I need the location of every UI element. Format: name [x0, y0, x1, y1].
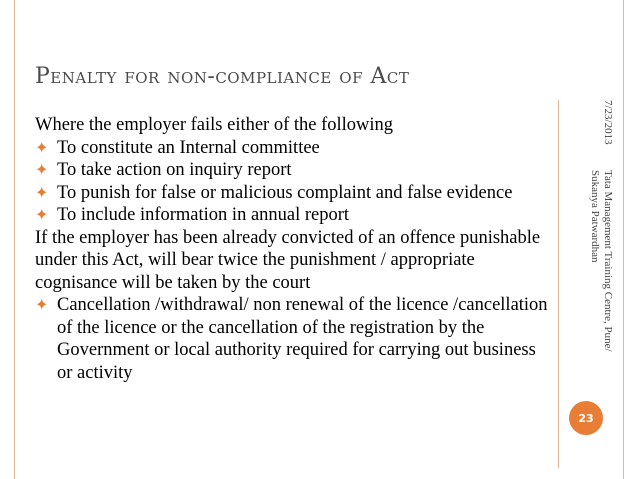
- sidebar-divider: [558, 100, 559, 468]
- left-border-rule: [14, 0, 15, 479]
- failure-item-text: To take action on inquiry report: [57, 160, 292, 180]
- failure-item-text: To constitute an Internal committee: [57, 137, 320, 158]
- bullet-icon: ✦: [35, 137, 49, 157]
- intro-text: Where the employer fails either of the following: [35, 115, 394, 135]
- bullet-icon: ✦: [35, 182, 49, 202]
- slide-title: Penalty for non-compliance of Act: [35, 64, 410, 89]
- bullet-icon: ✦: [35, 160, 49, 179]
- failure-item-text: To punish for false or malicious complaint and false evidence: [57, 182, 513, 203]
- sidebar-vertical: [568, 100, 614, 400]
- credit-line-2: Sukanya Patwardhan: [589, 170, 601, 263]
- bullet-icon: ✦: [35, 295, 49, 314]
- failure-item-text: To include information in annual report: [57, 205, 350, 225]
- consequence-item: [35, 294, 555, 384]
- failure-item: [35, 182, 555, 205]
- failure-item: [35, 137, 555, 160]
- repeat-offence-text: If the employer has been already convicted of an offence punishable under this Act, will bear twice the punishment / appropriate cognisance will be taken by the court: [35, 227, 541, 293]
- consequence-item-text: Cancellation /withdrawal/ non renewal of the licence /cancellation of the licence or the cancellation of the registration by the Government or local authority required for carrying out business or activity: [57, 295, 548, 383]
- bullet-icon: ✦: [35, 205, 49, 224]
- failure-item: [35, 204, 555, 227]
- sidebar-rotated-text: [589, 100, 614, 400]
- slide-date: 7/23/2013: [602, 100, 614, 145]
- slide-body: [35, 114, 555, 384]
- credit-line-1: Tata Management Training Centre, Pune/: [602, 170, 614, 352]
- credit-block: [588, 170, 614, 410]
- page-number-badge: 23: [569, 401, 603, 435]
- right-border-rule: [623, 0, 624, 479]
- failure-item: [35, 159, 555, 182]
